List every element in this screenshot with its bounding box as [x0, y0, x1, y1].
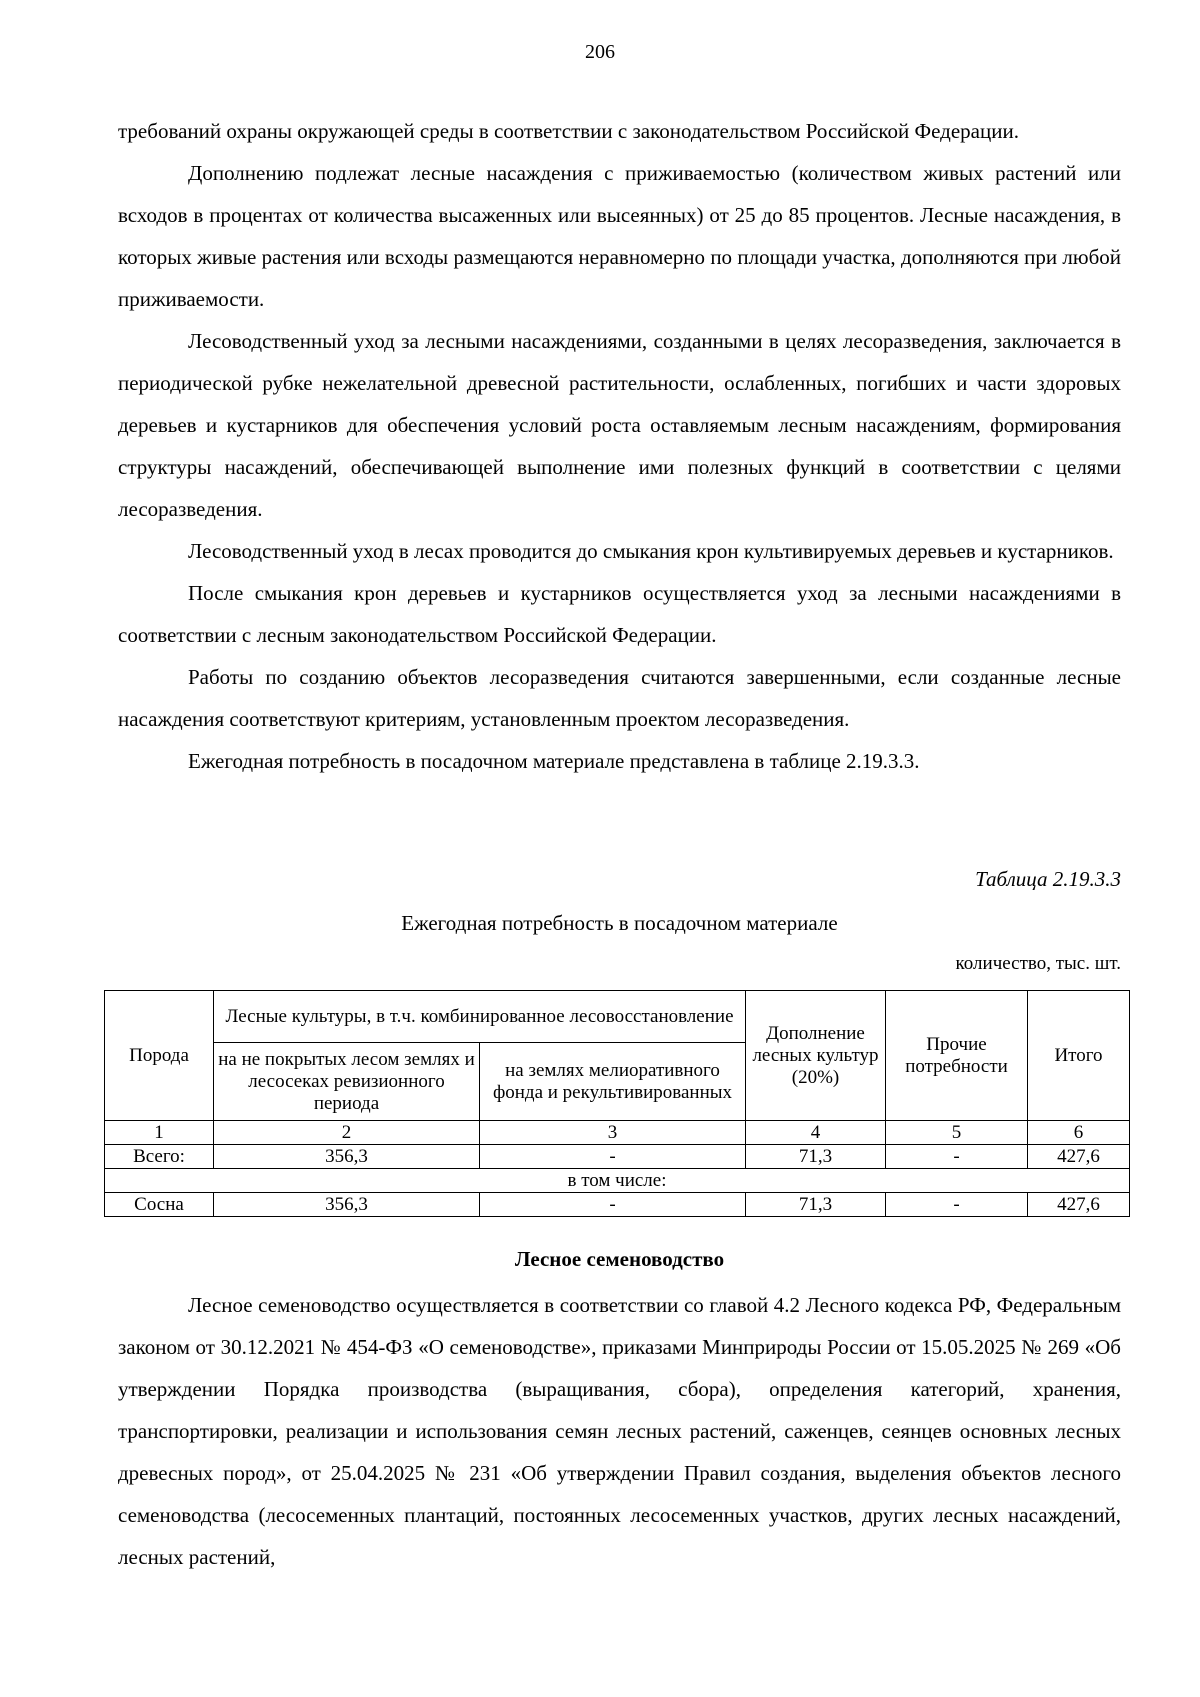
table-cell: 6 — [1028, 1121, 1130, 1145]
table-cell: 71,3 — [746, 1145, 886, 1169]
paragraph: Лесное семеноводство осуществляется в соответствии со главой 4.2 Лесного кодекса РФ, Федеральным законом от 30.12.2021 № 454-ФЗ «О семеноводстве», приказами Минприроды России от 15.05.2025 № 269 «Об утверждении Порядка производства (выращивания, сбора), определения категорий, хранения, транспортировки, реализации и использования семян лесных растений, саженцев, сеянцев основных лесных древесных пород», от 25.04.2025 № 231 «Об утверждении Правил создания, выделения объектов лесного семеноводства (лесосеменных плантаций, постоянных лесосеменных участков, других лесных насаждений, лесных растений, — [118, 1293, 1121, 1569]
paragraph: После смыкания крон деревьев и кустарников осуществляется уход за лесными насаждениями в соответствии с лесным законодательством Российской Федерации. — [118, 581, 1121, 647]
table-cell: 2 — [214, 1121, 480, 1145]
table-row-including — [105, 1169, 1130, 1193]
table-header-row — [105, 991, 1130, 1043]
table-cell: 427,6 — [1028, 1193, 1130, 1217]
column-number-row — [105, 1121, 1130, 1145]
table-cell: 5 — [886, 1121, 1028, 1145]
paragraph: Ежегодная потребность в посадочном материале представлена в таблице 2.19.3.3. — [188, 749, 920, 773]
paragraph: Лесоводственный уход за лесными насаждениями, созданными в целях лесоразведения, заключается в периодической рубке нежелательной древесной растительности, ослабленных, погибших и части здоровых деревьев и кустарников для обеспечения условий роста оставляемым лесным насаждениям, формирования структуры насаждений, обеспечивающей выполнение ими полезных функций в соответствии с целями лесоразведения. — [118, 329, 1121, 521]
body-text — [118, 110, 1121, 782]
paragraph: Дополнению подлежат лесные насаждения с приживаемостью (количеством живых растений или всходов в процентах от количества высаженных или высеянных) от 25 до 85 процентов. Лесные насаждения, в которых живые растения или всходы размещаются неравномерно по площади участка, дополняются при любой приживаемости. — [118, 161, 1121, 311]
header-unforested-lands: на не покрытых лесом землях и лесосеках ревизионного периода — [214, 1043, 480, 1121]
header-forest-crops: Лесные культуры, в т.ч. комбинированное лесовосстановление — [214, 991, 746, 1043]
table-cell: 356,3 — [214, 1145, 480, 1169]
table-cell: - — [480, 1145, 746, 1169]
paragraph: Работы по созданию объектов лесоразведения считаются завершенными, если созданные лесные насаждения соответствуют критериям, установленным проектом лесоразведения. — [118, 665, 1121, 731]
table-cell: Сосна — [105, 1193, 214, 1217]
table-cell: Всего: — [105, 1145, 214, 1169]
table-row-total — [105, 1145, 1130, 1169]
table-caption-number: Таблица 2.19.3.3 — [975, 867, 1121, 891]
section-heading: Лесное семеноводство — [514, 1247, 725, 1271]
including-label: в том числе: — [105, 1169, 1130, 1193]
table-cell: 356,3 — [214, 1193, 480, 1217]
table-cell: 427,6 — [1028, 1145, 1130, 1169]
table-cell: 4 — [746, 1121, 886, 1145]
header-total: Итого — [1028, 991, 1130, 1121]
table-cell: 71,3 — [746, 1193, 886, 1217]
paragraph: Лесоводственный уход в лесах проводится до смыкания крон культивируемых деревьев и кустарников. — [188, 539, 1114, 563]
table-row — [105, 1193, 1130, 1217]
header-reclamation-lands: на землях мелиоративного фонда и рекультивированных — [480, 1043, 746, 1121]
table-cell: - — [886, 1193, 1028, 1217]
table-cell: - — [886, 1145, 1028, 1169]
table-cell: 1 — [105, 1121, 214, 1145]
section-body-text — [118, 1284, 1121, 1578]
header-other-needs: Прочие потребности — [886, 991, 1028, 1121]
header-species: Порода — [105, 991, 214, 1121]
header-supplement: Дополнение лесных культур (20%) — [746, 991, 886, 1121]
planting-material-table — [104, 990, 1130, 1217]
table-cell: 3 — [480, 1121, 746, 1145]
paragraph: требований охраны окружающей среды в соответствии с законодательством Российской Федерации. — [118, 119, 1019, 143]
table-title: Ежегодная потребность в посадочном материале — [401, 911, 838, 935]
table-cell: - — [480, 1193, 746, 1217]
page-number: 206 — [585, 41, 615, 63]
table-unit: количество, тыс. шт. — [955, 953, 1121, 974]
